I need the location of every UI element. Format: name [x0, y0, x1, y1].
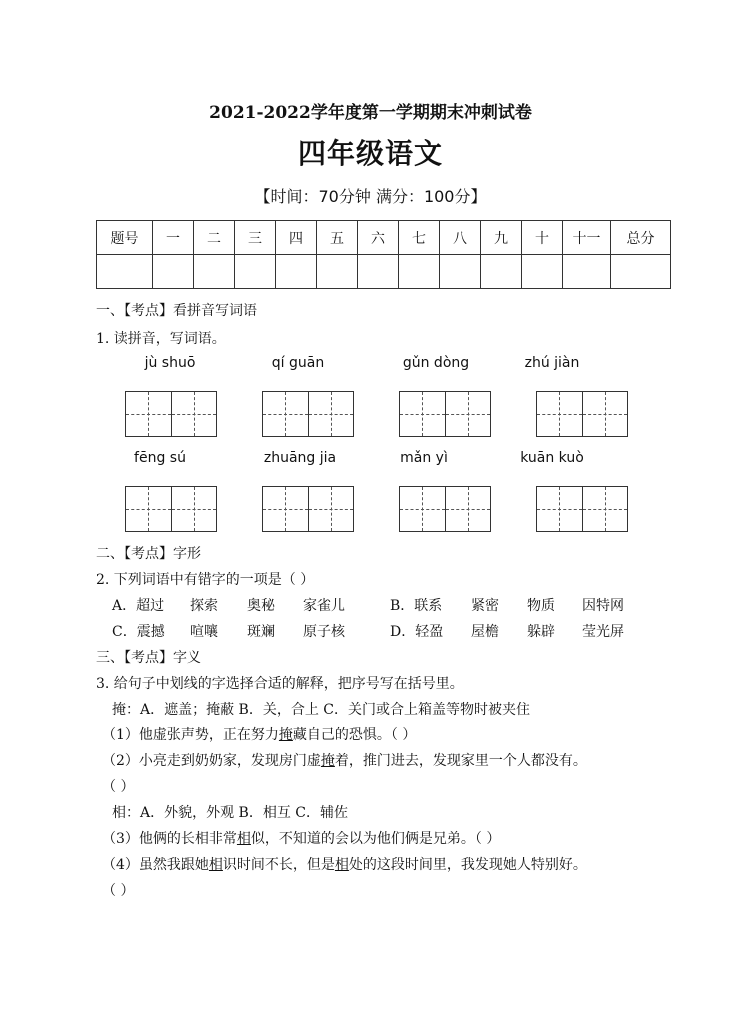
- question1-prompt: 1. 读拼音，写词语。: [96, 331, 226, 347]
- score-entry-cell[interactable]: [317, 255, 358, 289]
- underlined-char: 掩: [320, 753, 335, 769]
- exam-title-subject: 四年级语文: [297, 137, 443, 170]
- pinyin-label: mǎn yì: [400, 450, 448, 466]
- definition-xiang: 相：A．外貌，外观 B．相互 C．辅佐: [112, 805, 349, 821]
- score-entry-cell[interactable]: [563, 255, 611, 289]
- option-b-word: 紧密: [471, 598, 499, 614]
- option-a-word: 探索: [190, 598, 218, 614]
- section3-heading: 三、【考点】字义: [96, 650, 201, 666]
- score-header-cell: 三: [235, 221, 276, 255]
- underlined-char: 相: [208, 857, 223, 873]
- option-b-word: 物质: [527, 598, 555, 614]
- sentence-text: （2）小亮走到奶奶家，发现房门虚: [102, 753, 321, 769]
- sentence-text: （4）虽然我跟她: [102, 857, 209, 873]
- sentence-3: [102, 828, 500, 848]
- answer-grid[interactable]: [125, 391, 217, 437]
- score-entry-cell[interactable]: [522, 255, 563, 289]
- option-c-word: 斑斓: [247, 624, 275, 640]
- pinyin-label: kuān kuò: [520, 450, 584, 466]
- score-entry-cell[interactable]: [235, 255, 276, 289]
- option-c-word: 喧嚷: [190, 624, 218, 640]
- underlined-char: 相: [334, 857, 349, 873]
- score-header-cell: 题号: [97, 221, 153, 255]
- answer-grid[interactable]: [262, 486, 354, 532]
- score-header-cell: 八: [440, 221, 481, 255]
- sentence-text: （3）他俩的长相非常: [102, 831, 237, 847]
- score-entry-cell[interactable]: [194, 255, 235, 289]
- answer-grid[interactable]: [399, 486, 491, 532]
- score-table: [96, 220, 671, 289]
- score-entry-cell[interactable]: [399, 255, 440, 289]
- question3-prompt: 3. 给句子中划线的字选择合适的解释，把序号写在括号里。: [96, 676, 464, 692]
- sentence-text: 识时间不长，但是: [222, 857, 335, 873]
- pinyin-label: zhuāng jia: [263, 450, 337, 466]
- answer-grid[interactable]: [262, 391, 354, 437]
- answer-parentheses[interactable]: （ ）: [102, 883, 135, 899]
- option-a-word: A．超过: [112, 598, 165, 614]
- score-table-entry-row: [97, 255, 671, 289]
- definition-yan: 掩：A．遮盖；掩蔽 B．关，合上 C．关门或合上箱盖等物时被夹住: [112, 702, 531, 718]
- pinyin-label: jù shuō: [144, 355, 196, 371]
- pinyin-label: gǔn dòng: [402, 355, 470, 371]
- answer-grid[interactable]: [536, 486, 628, 532]
- section1-heading: 一、【考点】看拼音写词语: [96, 303, 257, 319]
- pinyin-label: fēng sú: [134, 450, 186, 466]
- score-entry-cell[interactable]: [358, 255, 399, 289]
- score-entry-cell[interactable]: [97, 255, 153, 289]
- pinyin-label: qí guān: [271, 355, 325, 371]
- underlined-char: 相: [236, 831, 251, 847]
- score-header-cell: 九: [481, 221, 522, 255]
- score-entry-cell[interactable]: [276, 255, 317, 289]
- question2-prompt: 2. 下列词语中有错字的一项是（ ）: [96, 572, 315, 588]
- option-c-word: C．震撼: [112, 624, 165, 640]
- exam-time-score: 【时间：70分钟 满分：100分】: [254, 187, 487, 206]
- answer-grid[interactable]: [125, 486, 217, 532]
- score-table-header-row: [97, 221, 671, 255]
- option-b-word: 因特网: [582, 598, 624, 614]
- sentence-text: 着，推门进去，发现家里一个人都没有。: [334, 753, 587, 769]
- option-a-word: 奥秘: [247, 598, 275, 614]
- underlined-char: 掩: [278, 727, 293, 743]
- score-header-cell: 十: [522, 221, 563, 255]
- option-d-word: 莹光屏: [582, 624, 624, 640]
- sentence-text: 藏自己的恐惧。（ ）: [292, 727, 417, 743]
- option-d-word: 躲辟: [527, 624, 555, 640]
- answer-grid[interactable]: [536, 391, 628, 437]
- score-header-cell: 十一: [563, 221, 611, 255]
- option-d-word: D．轻盈: [390, 624, 444, 640]
- answer-grid[interactable]: [399, 391, 491, 437]
- sentence-2: [102, 750, 587, 770]
- score-entry-cell[interactable]: [611, 255, 671, 289]
- sentence-4: [102, 854, 587, 874]
- option-d-word: 屋檐: [471, 624, 499, 640]
- sentence-1: [102, 724, 416, 744]
- option-a-word: 家雀儿: [303, 598, 345, 614]
- pinyin-label: zhú jiàn: [524, 355, 580, 371]
- exam-title-line1: 2021-2022学年度第一学期期末冲刺试卷: [209, 103, 532, 123]
- score-header-cell: 一: [153, 221, 194, 255]
- score-entry-cell[interactable]: [440, 255, 481, 289]
- score-entry-cell[interactable]: [481, 255, 522, 289]
- section2-heading: 二、【考点】字形: [96, 546, 201, 562]
- sentence-text: 处的这段时间里，我发现她人特别好。: [348, 857, 587, 873]
- sentence-text: 似，不知道的会以为他们俩是兄弟。（ ）: [250, 831, 501, 847]
- option-b-word: B．联系: [390, 598, 443, 614]
- score-header-cell: 四: [276, 221, 317, 255]
- score-header-cell: 六: [358, 221, 399, 255]
- answer-parentheses[interactable]: （ ）: [102, 779, 135, 795]
- sentence-text: （1）他虚张声势，正在努力: [102, 727, 279, 743]
- score-entry-cell[interactable]: [153, 255, 194, 289]
- score-header-cell: 五: [317, 221, 358, 255]
- option-c-word: 原子核: [303, 624, 345, 640]
- score-header-cell: 二: [194, 221, 235, 255]
- score-header-cell: 总分: [611, 221, 671, 255]
- score-header-cell: 七: [399, 221, 440, 255]
